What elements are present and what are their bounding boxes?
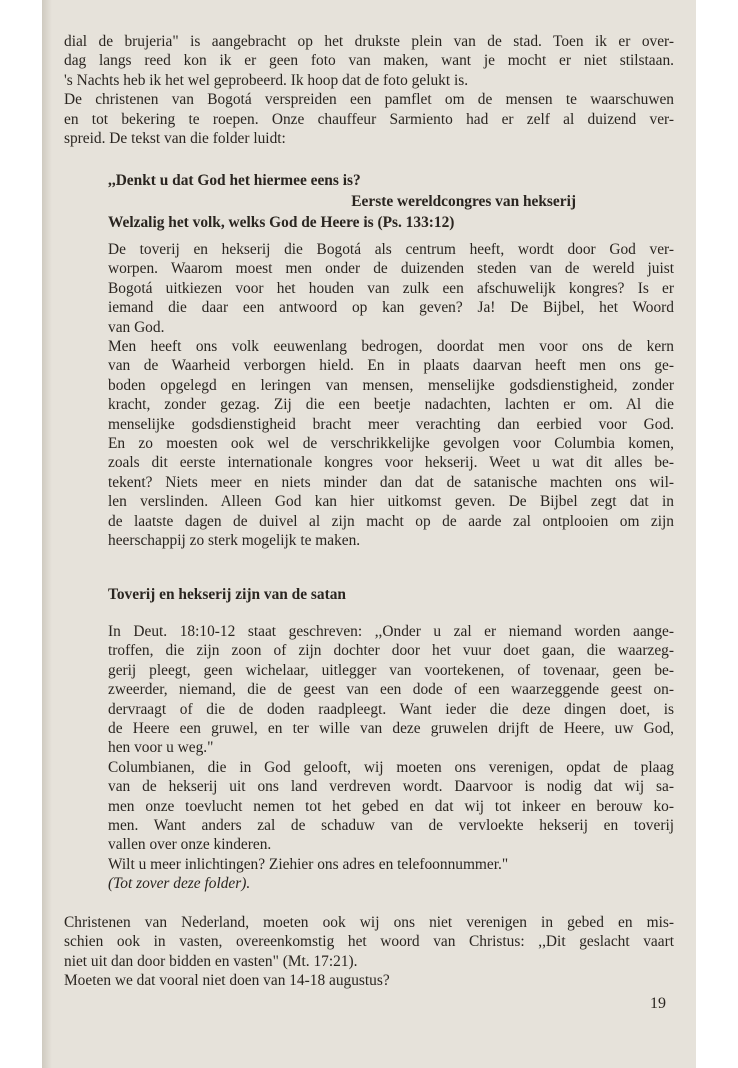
- text-line: heerschappij zo sterk mogelijk te maken.: [108, 532, 361, 550]
- text-line: men. Want anders zal de schaduw van de vervloekte hekserij en toverij: [108, 817, 674, 835]
- text-line: len verslinden. Alleen God kan hier uitkomst geven. De Bijbel zegt dat in: [108, 493, 674, 511]
- text-line: tekent? Niets meer en niets minder dan dat de satanische machten ons wil-: [108, 473, 674, 491]
- text-line: zweerder, niemand, die de geest van een dode of een waarzeggende geest on-: [108, 681, 674, 699]
- quote-heading: [108, 170, 674, 233]
- text-line: dervraagt of die de doden raadpleegt. Want ieder die deze dingen doet, is: [108, 700, 674, 718]
- quote-heading-line1: ,,Denkt u dat God het hiermee eens is?: [108, 172, 361, 189]
- text-line: spreid. De tekst van die folder luidt:: [64, 130, 286, 148]
- text-line: 's Nachts heb ik het wel geprobeerd. Ik hoop dat de foto gelukt is.: [64, 71, 469, 89]
- text-line: dag langs reed kon ik er geen foto van maken, want je mocht er niet stilstaan.: [64, 52, 674, 70]
- text-line: gerij pleegt, geen wichelaar, uitlegger van voortekenen, of tovenaar, geen be-: [108, 661, 674, 679]
- folder-paragraph-2: [108, 622, 674, 894]
- quote-heading-line3: Welzalig het volk, welks God de Heere is (Ps. 133:12): [108, 214, 455, 231]
- text-line: kracht, zonder gezag. Zij die een beetje nadachten, lachten er om. Al die: [108, 396, 674, 414]
- text-line: In Deut. 18:10-12 staat geschreven: ,,Onder u zal er niemand worden aange-: [108, 623, 674, 640]
- text-line: dial de brujeria" is aangebracht op het drukste plein van de stad. Toen ik er over-: [64, 33, 674, 50]
- book-page: [42, 0, 696, 1068]
- page-number: 19: [650, 995, 666, 1012]
- text-line: En zo moesten ook wel de verschrikkelijke gevolgen voor Columbia komen,: [108, 435, 674, 453]
- text-line: troffen, die zijn zoon of zijn dochter door het vuur doet gaan, die waarzeg-: [108, 642, 674, 660]
- text-line: zoals dit eerste internationale kongres voor hekserij. Weet u wat dit alles be-: [108, 454, 674, 472]
- text-line: schien ook in vasten, overeenkomstig het woord van Christus: ,,Dit geslacht vaart: [64, 933, 674, 951]
- text-line: worpen. Waarom moest men onder de duizenden steden van de wereld juist: [108, 260, 674, 278]
- folder-paragraph-1: [108, 240, 674, 551]
- intro-paragraph: [64, 32, 674, 148]
- quote-heading-line2: Eerste wereldcongres van hekserij: [351, 193, 576, 210]
- text-line: Wilt u meer inlichtingen? Ziehier ons adres en telefoonnummer.": [108, 855, 509, 873]
- section-subheading: Toverij en hekserij zijn van de satan: [108, 586, 346, 603]
- text-line: de Heere een gruwel, en ter wille van deze gruwelen drijft de Heere, uw God,: [108, 720, 674, 738]
- text-line: menselijke godsdienstigheid bracht meer verachting dan eerbied voor God.: [108, 415, 674, 433]
- text-line: De christenen van Bogotá verspreiden een pamflet om de mensen te waarschuwen: [64, 91, 674, 109]
- text-line: iemand die daar een antwoord op kan geven? Ja! De Bijbel, het Woord: [108, 299, 674, 317]
- text-line: men onze toevlucht nemen tot het gebed en dat wij tot inkeer en berouw ko-: [108, 797, 674, 815]
- text-line: Men heeft ons volk eeuwenlang bedrogen, doordat men voor ons de kern: [108, 338, 674, 356]
- text-line: hen voor u weg.": [108, 739, 214, 757]
- text-line: Moeten we dat vooral niet doen van 14-18 augustus?: [64, 972, 390, 990]
- folder-end-note: (Tot zover deze folder).: [108, 875, 251, 893]
- text-line: Columbianen, die in God gelooft, wij moeten ons verenigen, opdat de plaag: [108, 758, 674, 776]
- text-line: van God.: [108, 318, 165, 336]
- text-line: van de hekserij uit ons land verdreven wordt. Daarvoor is nodig dat wij sa-: [108, 778, 674, 796]
- closing-paragraph: [64, 913, 674, 991]
- text-line: en tot bekering te roepen. Onze chauffeur Sarmiento had er zelf al duizend ver-: [64, 110, 674, 128]
- text-line: niet uit dan door bidden en vasten" (Mt. 17:21).: [64, 952, 358, 970]
- text-line: de laatste dagen de duivel al zijn macht op de aarde zal ontplooien om zijn: [108, 512, 674, 530]
- text-line: vallen over onze kinderen.: [108, 836, 272, 854]
- text-line: Christenen van Nederland, moeten ook wij ons niet verenigen in gebed en mis-: [64, 914, 674, 931]
- text-line: van de Waarheid verborgen hield. En in plaats daarvan heeft men ons ge-: [108, 357, 674, 375]
- text-line: De toverij en hekserij die Bogotá als centrum heeft, wordt door God ver-: [108, 241, 674, 258]
- text-line: Bogotá uitkiezen voor het houden van zulk een afschuwelijk kongres? Is er: [108, 279, 674, 297]
- text-line: boden opgelegd en leringen van mensen, menselijke godsdienstigheid, zonder: [108, 376, 674, 394]
